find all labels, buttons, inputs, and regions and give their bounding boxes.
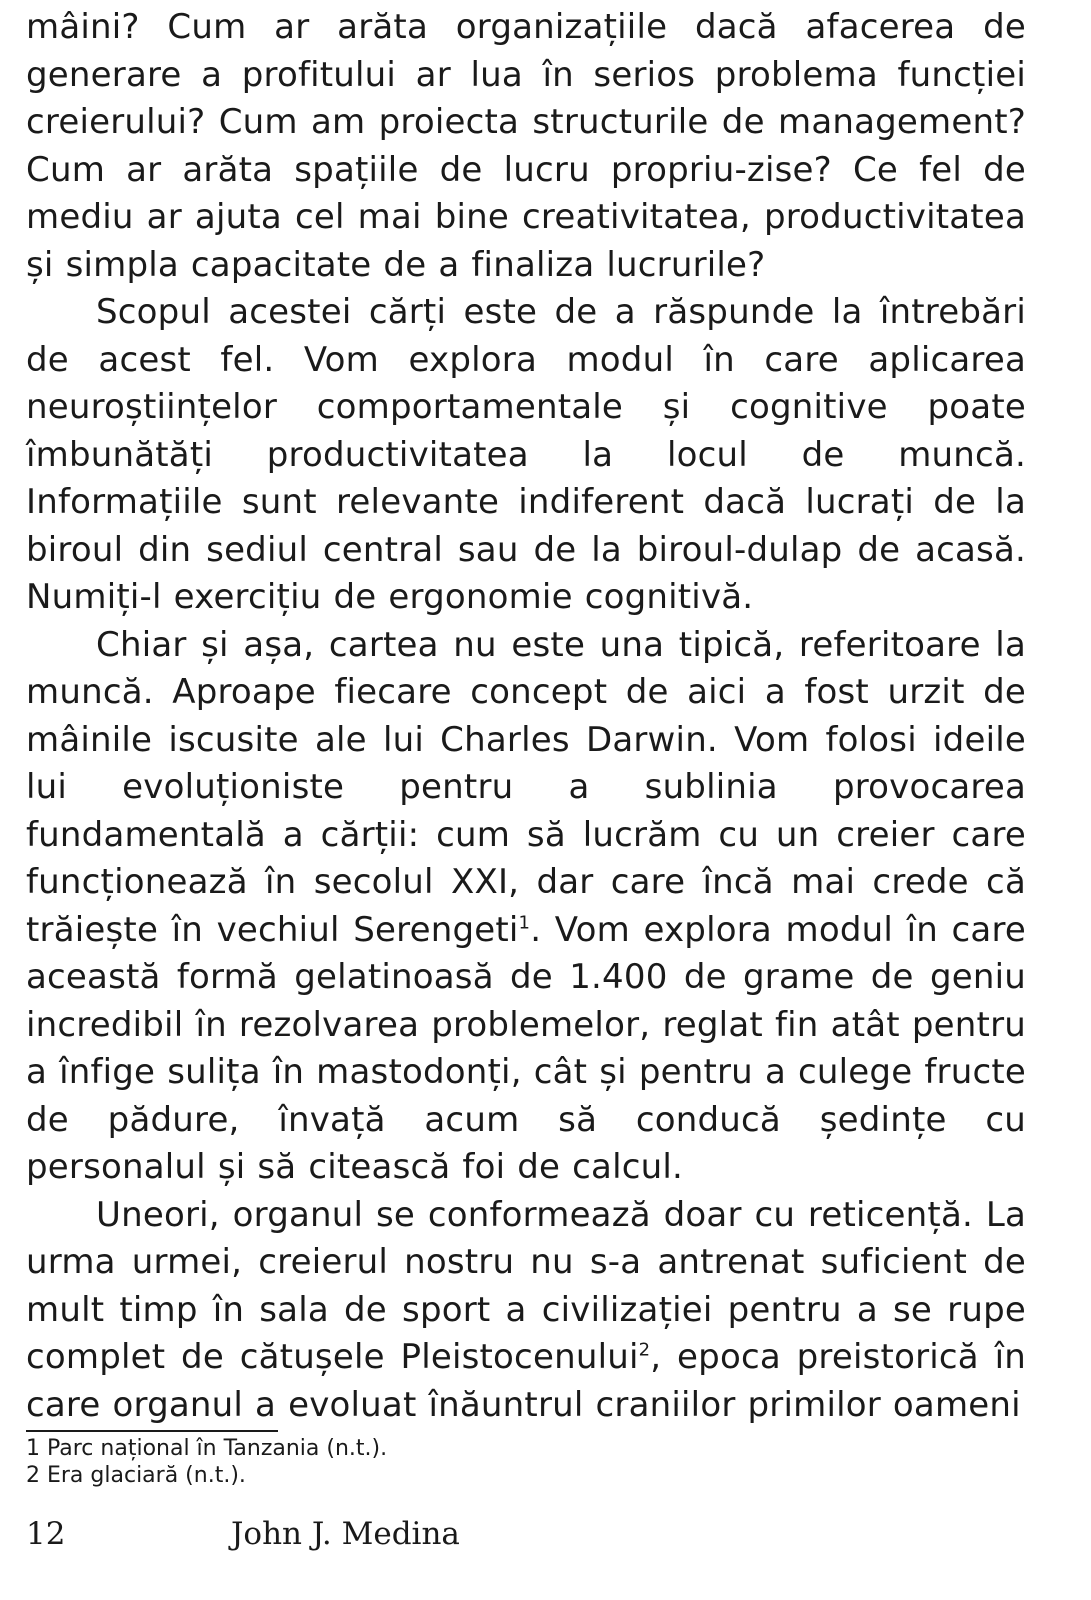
paragraph-text: Chiar și așa, cartea nu este una tipică, referitoare la muncă. Aproape fiecare concept de aici a fost urzit de mâinile iscusite ale lui Charles Darwin. Vom folosi ideile lui evoluționiste pentru a sublinia provocarea fundamentală a cărții: cum să lucrăm cu un creier care funcționează în secolul XXI, dar care încă mai crede că trăiește în vechiul Serengeti: [26, 624, 1026, 950]
paragraph-text: Scopul acestei cărți este de a răspunde la întrebări de acest fel. Vom explora modul în care aplicarea neuroștiințelor comportamentale și cognitive poate îmbunătăți productivitatea la locul de muncă. Informațiile sunt relevante indiferent dacă lucrați de la biroul din sediul central sau de la biroul-dulap de acasă. Numiți-l exercițiu de ergonomie cognitivă.: [26, 292, 1026, 617]
page-number: 12: [26, 1516, 66, 1552]
paragraph-text: Uneori, organul se conformează doar cu reticență. La urma urmei, creierul nostru nu s-a antrenat suficient de mult timp în sala de sport a civilizației pentru a se rupe complet de cătușele Pleistocenului: [26, 1194, 1026, 1377]
footnote-1: 1 Parc național în Tanzania (n.t.).: [26, 1436, 388, 1461]
paragraph-1: [26, 4, 1026, 289]
footnotes: [26, 1435, 826, 1489]
running-author: John J. Medina: [231, 1516, 460, 1552]
paragraph-text: . Vom explora modul în care această formă gelatinoasă de 1.400 de grame de geniu incredibil în rezolvarea problemelor, reglat fin atât pentru a înfige sulița în mastodonți, cât și pentru a culege fructe de pădure, învață acum să conducă ședințe cu personalul și să citească foi de calcul.: [26, 909, 1027, 1187]
paragraph-text: , epoca preistorică în care organul a evoluat înăuntrul craniilor primilor oameni: [26, 1337, 1026, 1425]
paragraph-text: mâini? Cum ar arăta organizațiile dacă afacerea de generare a profitului ar lua în serios problema funcției creierului? Cum am proiecta structurile de management? Cum ar arăta spațiile de lucru propriu-zise? Ce fel de mediu ar ajuta cel mai bine creativitatea, productivitatea și simpla capacitate de a finaliza lucrurile?: [26, 7, 1026, 285]
page-footer: [26, 1514, 926, 1554]
paragraph-3: [26, 622, 1026, 1192]
paragraph-2: [26, 289, 1026, 622]
footnote-divider: [26, 1430, 278, 1432]
paragraph-4: [26, 1192, 1026, 1430]
page-body: [26, 4, 1026, 1429]
footnote-reference-2: 2: [638, 1339, 651, 1361]
footnote-2: 2 Era glaciară (n.t.).: [26, 1463, 246, 1488]
footnote-reference-1: 1: [518, 912, 531, 934]
